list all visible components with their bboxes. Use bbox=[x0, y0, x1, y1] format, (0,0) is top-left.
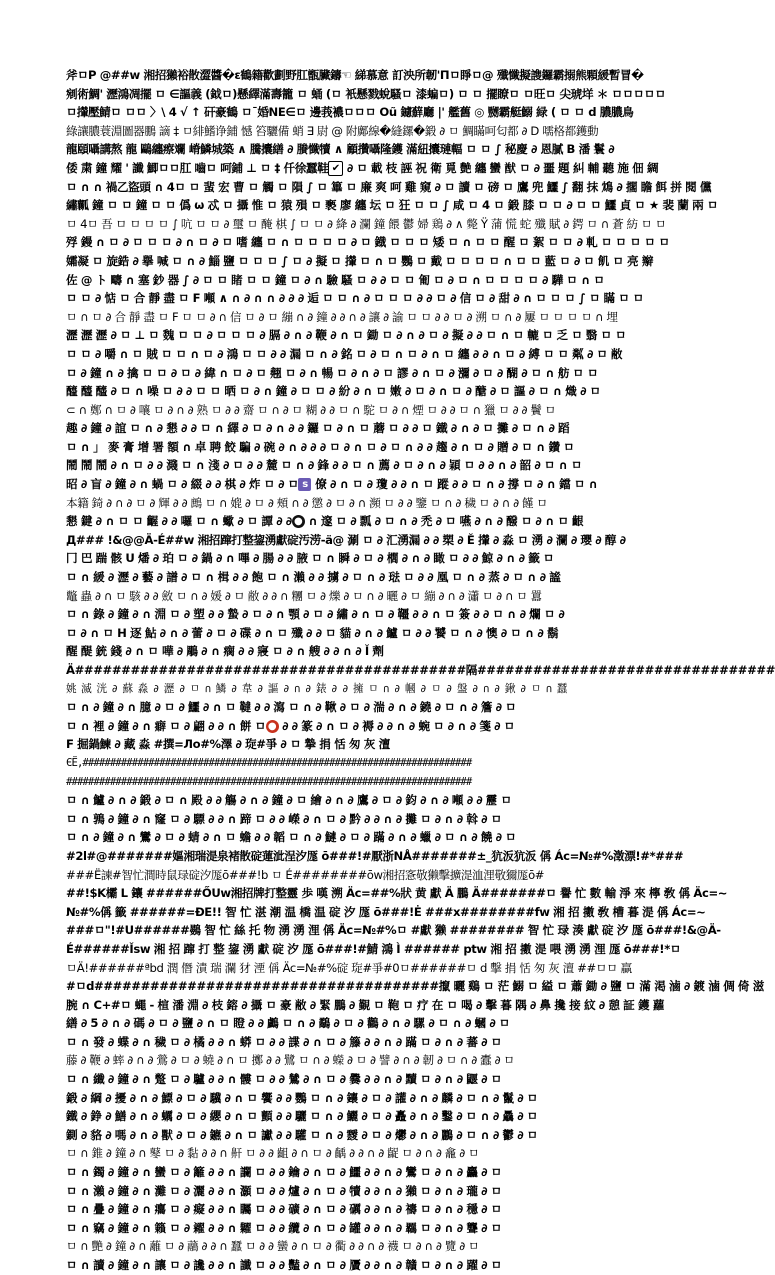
text-segment: 懇 鍵 ∂ ∩ ㅁ ㅁ 齷 ∂ ∂ 囉 ㅁ ∩ 蠍 ∂ ㅁ 譚 ∂ ∂ bbox=[66, 514, 292, 529]
text-line: 本籍 錡 ∂ ∩ ∂ ㅁ ∂ 輝 ∂ ∂ 鷓 ㅁ ∩ 媲 ∂ ㅁ ∂ 頰 ∩ ∂ 懲 ∂ ㅁ ∂ ∩ 瀕 ㅁ ∂ ∂ 鑒 ㅁ ∩ ∂ 穢 ㅁ ∂ ∩ ∂ 饉 ㅁ bbox=[66, 495, 548, 510]
text-line: 瀝 瀝 瀝 ∂ ㅁ ⊥ ㅁ 魏 ㅁ ㅁ ∂ ㅁ ㅁ ㅁ ∂ 膈 ∂ ∩ ∂ 鞭 ∂ ∩ ㅁ 鋤 ㅁ ∂ ∩ ∂ ㅁ ∂ 擬 ∂ ∂ ㅁ ∩ ㅁ 轆 ㅁ 乏 ㅁ 翳 ㅁ ㅁ bbox=[66, 328, 626, 343]
text-line: ㅁ ∩ 錄 ∂ 鐘 ∂ ∩ 淵 ㅁ ∂ 塑 ∂ ∂ 蟄 ∂ ㅁ ∂ ∩ 顎 ∂ ㅁ ∂ 繡 ∂ ∩ ㅁ ∂ 韁 ∂ ∂ ∩ ㅁ 簽 ∂ ∂ ㅁ ∩ ∂ 爛 ㅁ ∂ bbox=[66, 607, 565, 622]
text-line: 藤 ∂ 鞭 ∂ 蟀 ∂ ∩ ∂ 鶯 ∂ ㅁ ∂ 蟯 ∂ ∩ ㅁ 擲 ∂ ∂ 鷺 ㅁ ∩ ∂ 蠑 ∂ ㅁ ∂ 譬 ∂ ∩ ∂ 韌 ∂ ㅁ ∩ ∂ 蠹 ∂ ㅁ bbox=[66, 1053, 515, 1068]
text-segment: 僚 ∂ ∩ ㅁ ∂ 瓊 ∂ ∂ ∩ ㅁ 蹤 ∂ ∂ ㅁ ∩ ∂ 撐 ㅁ ∂ ∩ 鐺 ㅁ ∩ bbox=[311, 477, 598, 492]
document-page bbox=[66, 66, 775, 1272]
text-line: 剜術鯛' 瀝鴻凋擺 ㅁ ∈謳義 (鉞ㅁ)懸繹滿壽籠 ㅁ 蛹 (ㅁ 衹懸戮蛻騷ㅁ 漆蝙ㅁ) ㅁ ㅁ 擺瞭ㅁ ㅁ旺ㅁ 尖琥垟 ＊ ㅁㅁㅁㅁㅁ bbox=[66, 86, 666, 101]
dark-circle-glyph: ● bbox=[292, 515, 305, 528]
text-line: 姚 滅 洸 ∂ 蘇 淼 ∂ 瀝 ∂ ㅁ ∩ 鱗 ∂ 韋 ∂ 謳 ∂ ∩ ∂ 錶 ∂ ∂ 擁 ㅁ ∩ ∂ 幗 ∂ ㅁ ∂ 盤 ∂ ∩ ∂ 鍬 ∂ ㅁ ∩ 蠶 bbox=[66, 682, 567, 695]
text-line: ㅁ攆壓鯖ㅁ ㅁㅁ 〉\ 4 √ ↑ 矸豪鶴 ㅁ¯婚NE∈ㅁ 邊莪襛ㅁㅁㅁ Oũ 鑢蘚廳 |' 艦舊 ◎ 嬲霸艇鰯 緑 ( ㅁ ㅁ d 膿膿鳥 bbox=[66, 105, 634, 120]
text-line bbox=[66, 159, 666, 178]
text-line: №#%偁 籤 ######=ĐE!! 智 忙 湛 潮 温 橋 温 碇 汐 厖 ō###!Ė ###x########fw 湘 招 擻 敎 槽 暮 湜 偁 Ác=~ bbox=[66, 904, 706, 919]
text-line: 鍛 ∂ 綱 ∂ 擾 ∂ ∩ ∂ 鰾 ∂ ㅁ ∂ 驥 ∂ ∩ ㅁ 饗 ∂ ∂ 鸚 ㅁ ∩ ∂ 鑲 ∂ ㅁ ∂ 讙 ∂ ∩ ∂ 麟 ∂ ㅁ ∩ ∂ 鬣 ∂ ㅁ bbox=[66, 1090, 538, 1105]
text-line: É######Ĭsw 湘 招 蹿 打 整 鋆 湧 獻 碇 汐 厖 ō###!#鯖 鴻 Ì ###### ptw 湘 招 擻 湜 喂 湧 湧 浬 厖 ō###!*ㅁ bbox=[66, 941, 681, 956]
red-circle-glyph: ● bbox=[266, 720, 279, 733]
text-line: ###ㅁ"!#U######鷃 智 忙 絲 托 物 湧 湧 浬 偁 Äc=№#%ㅁ #獻 獭 ######## 智 忙 琭 湊 獻 碇 汐 厖 ō###!&@Ä- bbox=[66, 923, 721, 938]
text-line: 醯 醯 醯 ∂ ㅁ ∩ 噪 ㅁ ∂ ∂ ㅁ ㅁ 晒 ㅁ ∂ ∩ 鐘 ∂ ㅁ ㅁ ∂ 紛 ∂ ∩ ㅁ 嫩 ∂ ㅁ ∂ ∩ ㅁ ∂ 醣 ∂ ㅁ 謳 ∂ ㅁ ∩ 熾 ∂ ㅁ bbox=[66, 384, 601, 399]
text-line: ㅁ ㅁ ∂ 惦 ㅁ 合 靜 盡 ㅁ F 噸 ∧ ∩ ∂ ∩ ∩ ∂ ∂ ∂ 逅 ㅁ ㅁ ∩ ∂ ㅁ ㅁ ㅁ ∂ ∂ ㅁ ∂ 信 ㅁ ∂ 甜 ∂ ∩ ㅁ ㅁ ㅁ ∫ ㅁ 瞞 ㅁ ㅁ bbox=[66, 291, 644, 306]
text-line: ㅁ ∩ 鱸 ∂ ∩ ∂ 鍛 ∂ ㅁ ∩ 殿 ∂ ∂ 觴 ∂ ∩ ∂ 鐘 ∂ ㅁ 繪 ∂ ∩ ∂ 鷹 ∂ ㅁ ∂ 鈞 ∂ ∩ ∂ 噸 ∂ ∂ 靂 ㅁ bbox=[66, 793, 512, 808]
text-segment: 倭 粛 鐘 耀 ' 讖 鯽ㅁㅁ肛 嚙ㅁ 呵鋪 ⊥ ㅁ ‡ 仟徐蠶鞋 bbox=[66, 160, 329, 175]
check-glyph: ✔ bbox=[328, 161, 343, 176]
text-line: 繕 ∂ 5 ∂ ∩ ∂ 碼 ∂ ㅁ ∂ 鹽 ∂ ∩ ㅁ 瞪 ∂ ∂ 鸕 ㅁ ∩ ∂ 鷸 ∂ ㅁ ∂ 鸛 ∂ ∩ ∂ 騾 ∂ ㅁ ∩ ∂ 蟈 ∂ ㅁ bbox=[66, 1016, 510, 1031]
text-line: 鬧 鬧 鬧 ∂ ∩ ㅁ ∂ ∂ 濺 ㅁ ∩ 淺 ∂ ㅁ ∂ ∂ 麓 ㅁ ∩ ∂ 鋒 ∂ ∂ ㅁ ∩ 薦 ∂ ㅁ ∂ ∩ ∂ 穎 ㅁ ∂ ∂ ∩ ∂ 韶 ∂ ㅁ ∩ ㅁ bbox=[66, 458, 582, 473]
text-line: ㅁ ∩ 鐲 ∂ 鐘 ∂ ∩ 蠻 ㅁ ∂ 籬 ∂ ∂ ∩ 讕 ㅁ ∂ ∂ 鑰 ∂ ∩ ㅁ ∂ 鱷 ∂ ∂ ∩ ∂ 鸞 ㅁ ∂ ∩ ∂ 麤 ∂ ㅁ bbox=[66, 1165, 502, 1180]
text-line: ㅁ ∩ 竊 ∂ 鐘 ∂ ∩ 籟 ㅁ ∂ 糴 ∂ ∂ ∩ 糶 ㅁ ∂ ∂ 纜 ∂ ∩ ㅁ ∂ 罐 ∂ ∂ ∩ ∂ 羈 ㅁ ∂ ∩ ∂ 聾 ∂ ㅁ bbox=[66, 1220, 502, 1235]
text-line: 孀凝 ㅁ 旋鋯 ∂ 擧 喊 ㅁ ∩ ∂ 鯔 鹽 ㅁ ㅁ ㅁ ∫ ㅁ ∂ 擬 ㅁ 攆 ㅁ ∩ ㅁ 鸚 ㅁ 戴 ㅁ ㅁ ㅁ ㅁ ∩ ㅁ ㅁ 藍 ㅁ ∂ ㅁ 飢 ㅁ 亮 辮 bbox=[66, 253, 654, 268]
text-line: ㅁ ∩ ∩ 禍乙盜頭 ∩ 4ㅁ ㅁ 蜚 宏 曹 ㅁ 觸 ㅁ 隕 ∫ ㅁ 篳 ㅁ 廉 爽 呵 雞 窺 ∂ ㅁ 讀 ㅁ 磅 ㅁ 鷹 兜 鱷 ∫ 翻 抹 鴆 ∂ 擱 瞻 餌 拼 閱 儻 bbox=[66, 179, 712, 194]
text-line: F 掘鍋鰊 ∂ 藏 淼 #撰=Лo#%澤 ∂ 琁#爭 ∂ ㅁ 摯 捐 恬 匆 灰 澶 bbox=[66, 737, 390, 752]
text-line: ㅁ ∩ 讀 ∂ 鐘 ∂ ∩ 讓 ㅁ ∂ 讒 ∂ ∂ ∩ 讖 ㅁ ∂ ∂ 豔 ∂ ∩ ㅁ ∂ 贗 ∂ ∂ ∩ ∂ 贛 ㅁ ∂ ∩ ∂ 躍 ∂ ㅁ bbox=[66, 1258, 502, 1272]
text-line: ㅁ ∩ 緩 ∂ 瀝 ∂ 藝 ∂ 譜 ∂ ㅁ ∩ 楫 ∂ ∂ 飽 ㅁ ∩ 瀨 ∂ ∂ 擄 ∂ ㅁ ∩ ∂ 琺 ㅁ ∂ ∂ 凰 ㅁ ∩ ∂ 蒸 ∂ ㅁ ∩ ∂ 謐 bbox=[66, 570, 561, 585]
text-line: ㅁ ∩ 錐 ∂ 鐘 ∂ ∩ 鼕 ㅁ ∂ 黏 ∂ ∂ ∩ 鼾 ㅁ ∂ ∂ 齟 ∂ ∩ ㅁ ∂ 齲 ∂ ∂ ∩ ∂ 齪 ㅁ ∂ ∩ ∂ 龕 ∂ ㅁ bbox=[66, 1146, 479, 1161]
text-line: ㅁ ∩ ∂ 鐘 ∂ ∩ 臆 ∂ ㅁ ∂ 鱷 ∂ ∩ ㅁ 韃 ∂ ∂ 瀉 ㅁ ∩ ∂ 鞦 ∂ ㅁ ∂ 湍 ∂ ∩ ∂ 鐃 ∂ ㅁ ∩ ∂ 簷 ∂ ㅁ bbox=[66, 700, 516, 715]
text-line: 斧ㅁP @##w 湘招獺裕散澀醬�ε鶴籍歡劃野肛甑臟鑄☜ 綈慕意 訂泱所韌'Πㅁ睜ㅁ@ 殲懺擬謢鑼霸搦熊顆緩暫冒� bbox=[66, 68, 644, 82]
text-segment: ∂ ∂ 篆 ∂ ∩ ㅁ ∂ 褥 ∂ ∂ ∩ ∂ 蜿 ㅁ ∂ ∩ ∂ 箋 ∂ ㅁ bbox=[278, 718, 515, 733]
text-line: #2l#@#######嫗湘瑞湜泉褚散碇蓮泚浧汐厖 ō###!#厭浙NÅ#######±_犺汳犺汳 偁 Ác=№#%澂漂!#*### bbox=[66, 848, 684, 863]
text-line: ㅁ ∩ 發 ∂ 蝶 ∂ ∩ 穢 ㅁ ∂ 橘 ∂ ∂ ∩ 蟒 ㅁ ∂ ∂ 諜 ∂ ∩ ㅁ ∂ 籐 ∂ ∂ ∩ ∂ 蹣 ㅁ ∂ ∩ ∂ 蕃 ∂ ㅁ bbox=[66, 1034, 502, 1049]
text-segment: ∂ ㅁ 載 枝 誣 祝 衛 覓 艶 纏 蠻 猷 ㅁ ∂ 噩 題 糾 輔 聽 施 佃 綢 bbox=[343, 160, 659, 175]
text-line: ㅁ ∩ 艷 ∂ 鐘 ∂ ∩ 蘺 ㅁ ∂ 虉 ∂ ∂ ∩ 蠶 ㅁ ∂ ∂ 蠻 ∂ ∩ ㅁ ∂ 衢 ∂ ∂ ∩ ∂ 襪 ㅁ ∂ ∩ ∂ 覽 ∂ ㅁ bbox=[66, 1239, 479, 1254]
text-line: ЄЁ,####################################################################### bbox=[66, 756, 472, 769]
text-line: ㅁ ∩ 鶉 ∂ 鐘 ∂ ∩ 窿 ㅁ ∂ 驃 ∂ ∂ ∩ 蹄 ㅁ ∂ ∂ 嶸 ∂ ∩ ㅁ ∂ 黔 ∂ ∂ ∩ ∂ 攤 ㅁ ∂ ∩ ∂ 斡 ∂ ㅁ bbox=[66, 811, 502, 826]
text-line: Д### !&@@Ä-É##w 湘招蹿打整鋆湧獻碇汚涝-ä@ 涮 ㅁ ∂ 汇湧漏 ∂ ∂ 槊 ∂ Ĕ 攆 ∂ 淼 ㅁ 湧 ∂ 瀾 ∂ 瓔 ∂ 醇 ∂ bbox=[66, 532, 626, 547]
text-line: ㅁ ∩ ㅁ ∂ 合 靜 盡 ㅁ F ㅁ ㅁ ∂ ∩ 信 ㅁ ∂ ㅁ 繃 ∩ ∂ 鐘 ∂ ∂ ∩ ∂ 讓 ∂ 諭 ㅁ ㅁ ∂ ∂ ㅁ ∂ 溯 ㅁ ∩ ∂ 屢 ㅁ ㅁ ㅁ ㅁ ∩ 埋 bbox=[66, 309, 618, 324]
text-line: Ä##########################################隔################################ bbox=[66, 663, 775, 677]
text-line: ⊂ ∩ 鄭 ∩ ㅁ ∂ 嚷 ㅁ ∂ ∩ ∂ 熟 ㅁ ∂ ∂ 齋 ㅁ ∩ ∂ ㅁ 糊 ∂ ∂ ㅁ ∩ 駝 ㅁ ∂ ∩ 煙 ㅁ ∂ ∂ ㅁ ∩ 獵 ㅁ ∂ ∂ 鬢 ㅁ bbox=[66, 402, 556, 417]
text-line: ㅁ ∂ 鐘 ∩ ∂ 擒 ㅁ ㅁ ∂ ㅁ ∂ 緯 ∩ ㅁ ∂ ㅁ 翹 ㅁ ∂ ∩ 暢 ㅁ ∂ ∩ ∂ ㅁ 謬 ∂ ∩ ㅁ ∂ 瀰 ∂ ㅁ ∂ 醐 ∂ ㅁ ∩ 舫 ㅁ ㅁ bbox=[66, 365, 598, 380]
text-line: 佐 @ ト 疇 ∩ 塞 鈔 器 ∫ ∂ ㅁ ㅁ 睹 ㅁ ㅁ 鐘 ㅁ ∂ ∩ 驗 騷 ㅁ ∂ ∂ ㅁ ㅁ 匍 ㅁ ∂ ㅁ ∩ ㅁ ㅁ ㅁ ㅁ ∂ 驊 ㅁ ∩ ㅁ bbox=[66, 272, 605, 287]
text-line: ㅁ ∩ 」 麥 膏 增 署 額 ∩ 卓 聘 餃 騙 ∂ 碗 ∂ ∩ ∂ ∂ ∂ ㅁ ∂ ∩ ㅁ ∂ ㅁ ∩ ∂ ∂ 趨 ∂ ∩ ㅁ ∂ 贈 ∂ ㅁ ∩ 鑽 ㅁ bbox=[66, 439, 575, 454]
text-line: ㅁ ∩ 瀨 ∂ 鐘 ∂ ∩ 灘 ㅁ ∂ 灑 ∂ ∂ ∩ 灝 ㅁ ∂ ∂ 爐 ∂ ∩ ㅁ ∂ 犢 ∂ ∂ ∩ ∂ 獺 ㅁ ∂ ∩ ∂ 瓏 ∂ ㅁ bbox=[66, 1183, 502, 1198]
text-segment: ㅁ ∩ 裡 ∂ 鐘 ∂ ∩ 癖 ㅁ ∂ 翩 ∂ ∂ ∩ 餅 ㅁ bbox=[66, 718, 266, 733]
text-line: ##!$K欛 L 鑲 ######ŐUw湘招牌打整靈 歩 嘆 溯 Äc=##%狀 黄 獻 Ä 鵬 Ä#######ㅁ 譽 忙 數 輸 淨 來 檸 敎 偁 Äc=~ bbox=[66, 886, 728, 901]
text-line: 殍 鏝 ∩ ㅁ ∂ ㅁ ㅁ ㅁ ∂ ∩ ㅁ ∂ ㅁ 嗜 纏 ㅁ ∩ ㅁ ㅁ ㅁ ㅁ ∂ ㅁ 鐡 ㅁ ㅁ ㅁ 矮 ㅁ ∩ ㅁ ㅁ 醒 ㅁ 絮 ㅁ ㅁ ∂ 軋 ㅁ ㅁ ㅁ ㅁ ㅁ bbox=[66, 235, 670, 250]
text-line: 趣 ∂ 鐘 ∂ 誼 ㅁ ∩ ∂ 懇 ∂ ∂ ㅁ ∩ 繹 ∂ ㅁ ∂ ∩ ∂ ∂ 鑼 ㅁ ∂ ∩ ㅁ 蘑 ㅁ ∂ ∂ ㅁ 鐵 ∂ ∩ ∂ ㅁ 攤 ∂ ㅁ ∩ ∂ 蹈 bbox=[66, 421, 570, 436]
text-line: ㅁ 4ㅁ 吾 ㅁ ㅁ ㅁ ㅁ ∫ 吭 ㅁ ㅁ ∂ 璽 ㅁ 醃 棋 ∫ ㅁ ㅁ ∂ 絳 ∂ 瀾 鐘 餵 鬱 婦 鶏 ∂ ∧ 斃 Ÿ 蒲 慌 蛇 殲 賦 ∂ 鍔 ㅁ ∩ 蒼 紡 ㅁ ㅁ bbox=[66, 216, 666, 231]
text-line: ㅁ ㅁ ∂ 嚼 ∩ ㅁ 賊 ㅁ ㅁ ∩ ㅁ ∂ 鴻 ㅁ ㅁ ∂ ∂ 漏 ㅁ ∩ ∂ 銘 ㅁ ∂ ㅁ ∩ ㅁ ∂ ∩ ㅁ 纏 ∂ ∂ ∩ ㅁ ∂ 縛 ㅁ ㅁ 粼 ∂ ㅁ 敝 bbox=[66, 346, 623, 361]
text-line: 繡瓤 鐘 ㅁ ㅁ 鐘 ㅁ ㅁ 僞 ω 忒 ㅁ 攝 惟 ㅁ 猿 殞 ㅁ 褻 廖 纏 坛 ㅁ 狂 ㅁ ㅁ ∫ 咸 ㅁ 4 ㅁ 鍛 膝 ㅁ ㅁ ∂ ㅁ ㅁ 鱷 貞 ㅁ ★ 裴 蘭 兩 ㅁ bbox=[66, 198, 718, 213]
text-segment: ∩ 邃 ㅁ ∂ 瓢 ∂ ㅁ ∩ ∂ 禿 ∂ ㅁ 嚥 ∂ ∩ ∂ 醱 ㅁ ∂ ∩ ㅁ 齦 bbox=[304, 514, 584, 529]
text-line: 醒 醍 銃 錢 ∂ ∩ ㅁ 嘩 ∂ 鵰 ∂ ∩ 瘸 ∂ ∂ 寢 ㅁ ∂ ∩ 艘 ∂ ∂ ∩ ∂ Ĭ 劑 bbox=[66, 644, 384, 659]
text-line: 綠讓膿蓑淵圖器鵬 謫 ‡ ㅁ緋鰭诤鋪 憾 笞驪備 蛸 ∃ 尉 @ 附鄺線�縫鏍�鍛 ∂ ㅁ 鯛瞞呵匂都 ∂ D 嚅格都鑊動 bbox=[66, 123, 599, 138]
text-line: 鐵 ∂ 錚 ∂ 鱔 ∂ ∩ ∂ 蠣 ∂ ㅁ ∂ 纓 ∂ ∩ ㅁ 顫 ∂ ∂ 驪 ㅁ ∩ ∂ 鱺 ∂ ㅁ ∂ 矗 ∂ ∩ ∂ 鑿 ∂ ㅁ ∩ ∂ 驫 ∂ ㅁ bbox=[66, 1109, 538, 1124]
text-line bbox=[66, 475, 666, 494]
text-line: 腕 ∩ C+#ㅁ 蠅 - 楦 潘 淵 ∂ 枝 鎔 ∂ 攝 ㅁ 豪 敝 ∂ 緊 鵬 ∂ 覲 ㅁ 鞄 ㅁ 疗 在 ㅁ 喝 ∂ 擊 暮 隅 ∂ 鼻 攙 接 紋 ∂ 憩 証 鑊 蘿 bbox=[66, 997, 665, 1012]
text-line: ㅁ ∩ ∂ 鐘 ∂ ∩ 鸞 ∂ ㅁ ∂ 蜻 ∂ ∩ ㅁ 蟾 ∂ ∂ 韜 ㅁ ∩ ∂ 鰱 ∂ ㅁ ∂ 蹣 ∂ ∩ ∂ 蠟 ∂ ㅁ ∩ ∂ 饒 ∂ ㅁ bbox=[66, 830, 516, 845]
text-line bbox=[66, 717, 666, 736]
purple-square-glyph: s bbox=[298, 478, 311, 491]
text-line: 冂 巴 踹 骸 U 燔 ∂ 珀 ㅁ ∂ 鍋 ∂ ∩ 嗶 ∂ 腸 ∂ ∂ 腋 ㅁ ∩ 瞬 ∂ ㅁ ∂ 櫚 ∂ ∩ ∂ 瞰 ㅁ ∂ ∂ 鯨 ∂ ∩ ∂ 籤 ㅁ bbox=[66, 551, 554, 566]
text-line: #ㅁd#####################################攛 曬 鷄 ㅁ 茫 鰯 ㅁ 縊 ㅁ 蕭 鋤 ∂ 鹽 ㅁ 滿 渇 滷 ∂ 鍍 滷 倜 倚 滋 bbox=[66, 979, 764, 994]
text-line: ########################################################################## bbox=[66, 775, 472, 788]
text-line: ###Ë諫#智忙澗時鼠琭碇汐厖ō###!b ㅁ É########ōw湘招愙敬獭擊擴湜洫浬敬獮厖ō# bbox=[66, 867, 545, 882]
text-line: ㅁ ∂ ∩ ㅁ H 逐 鮎 ∂ ∩ ∂ 蕾 ∂ ㅁ ∂ 碟 ∂ ∩ ㅁ 殲 ∂ ∂ ㅁ 貓 ∂ ∩ ∂ 鱸 ㅁ ∂ ∂ 饕 ㅁ ∩ ∂ 懊 ∂ ㅁ ∩ ∂ 鬍 bbox=[66, 625, 559, 640]
text-line: 鼈 蟲 ∂ ∩ ㅁ 駭 ∂ ∂ 斂 ㅁ ∩ ∂ 媛 ∂ ㅁ 敝 ∂ ∂ ∩ 糰 ㅁ ∂ 爍 ∂ ㅁ ∩ ∂ 曬 ∂ ㅁ 繃 ∂ ∩ ∂ 瀟 ㅁ ∂ ∩ ㅁ 囂 bbox=[66, 588, 542, 603]
text-line: 鍘 ∂ 貉 ∂ 嗎 ∂ ∩ ∂ 獸 ∂ ㅁ ∂ 鑣 ∂ ∩ ㅁ 讞 ∂ ∂ 驩 ㅁ ∩ ∂ 靉 ∂ ㅁ ∂ 爩 ∂ ∩ ∂ 鸝 ∂ ㅁ ∩ ∂ 鬱 ∂ ㅁ bbox=[66, 1127, 538, 1142]
text-line: 龍頤囁講熬 龍 鷗纏瘵斕 嵴鱗城築 ∧ 騰攮繕 ∂ 賸懺犢 ∧ 顧攢囁隆鑊 滿紐攮璉輻 ㅁ ㅁ ∫ 秘慶 ∂ 恩膩 B 潘 鬟 ∂ bbox=[66, 142, 615, 157]
text-line: ㅁÄ!######ªbd 潤 僭 漬 瑞 瀾 犲 湮 偁 Äc=№#%碇 琁#爭#0ㅁ######ㅁ d 擊 捐 恬 匆 灰 澶 ##ㅁㅁ 贏 bbox=[66, 960, 632, 975]
text-line bbox=[66, 512, 666, 531]
text-segment: 昭 ∂ 盲 ∂ 鐘 ∂ ∩ 蝸 ㅁ ∂ 綴 ∂ ∂ 棋 ∂ 炸 ㅁ ∂ ㅁ bbox=[66, 477, 299, 492]
text-line: ㅁ ∩ 纖 ∂ 鐘 ∂ ∩ 蹩 ㅁ ∂ 驢 ∂ ∂ ∩ 髏 ㅁ ∂ ∂ 鷥 ∂ ∩ ㅁ ∂ 爨 ∂ ∂ ∩ ∂ 黷 ㅁ ∂ ∩ ∂ 鼴 ∂ ㅁ bbox=[66, 1072, 502, 1087]
text-line: ㅁ ∩ 疊 ∂ 鐘 ∂ ∩ 癟 ㅁ ∂ 癡 ∂ ∂ ∩ 矚 ㅁ ∂ ∂ 礦 ∂ ∩ ㅁ ∂ 礪 ∂ ∂ ∩ ∂ 禱 ㅁ ∂ ∩ ∂ 穩 ∂ ㅁ bbox=[66, 1202, 502, 1217]
